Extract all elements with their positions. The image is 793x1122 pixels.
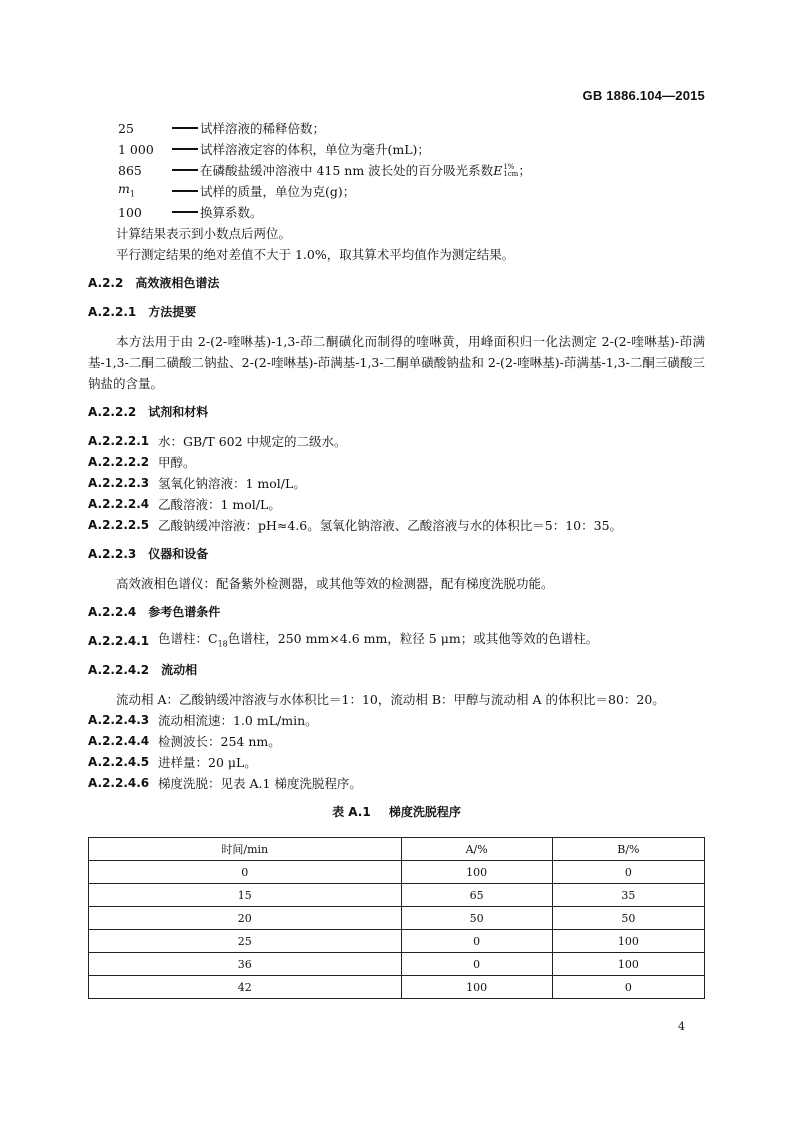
symbol-subscript: 1 — [129, 189, 135, 199]
section-heading — [88, 602, 705, 623]
table-cell: 20 — [89, 907, 402, 930]
header-time: 时间/min — [89, 838, 402, 861]
reagent-clause — [88, 452, 705, 473]
table-cell: 100 — [401, 861, 552, 884]
definition-row — [118, 160, 705, 181]
clause-number: A.2.2.2.3 — [88, 476, 150, 490]
definition-symbol: 1 000 — [118, 142, 154, 157]
table-cell: 0 — [552, 861, 704, 884]
table-cell: 50 — [401, 907, 552, 930]
coefficient-subscript: 1cm — [503, 169, 519, 178]
clause-number: A.2.2.2.4 — [88, 497, 150, 511]
definition-row — [118, 181, 705, 202]
clause-text: 乙酸溶液：1 mol/L。 — [158, 497, 281, 512]
clause-number: A.2.2.4.4 — [88, 734, 150, 748]
column-text-end: 色谱柱，250 mm×4.6 mm，粒径 5 μm；或其他等效的色谱柱。 — [227, 631, 599, 647]
definition-text: 换算系数。 — [200, 205, 263, 220]
section-heading — [88, 402, 705, 423]
column-text-start: 色谱柱：C — [158, 631, 218, 647]
section-number: A.2.2.1 — [88, 305, 137, 319]
section-title: 仪器和设备 — [148, 547, 209, 561]
header-b: B/% — [552, 838, 704, 861]
section-number: A.2.2.4 — [88, 605, 137, 619]
section-number: A.2.2.3 — [88, 547, 137, 561]
definition-text-end: ； — [518, 163, 531, 178]
standard-code: GB 1886.104—2015 — [582, 88, 705, 103]
mobile-phase-paragraph: 流动相 A：乙酸钠缓冲溶液与水体积比＝1：10，流动相 B：甲醇与流动相 A 的体积比＝80：20。 — [116, 692, 665, 707]
definition-text: 试样溶液的稀释倍数； — [200, 121, 326, 136]
condition-clause — [88, 773, 705, 794]
table-row — [89, 976, 705, 999]
table-cell: 100 — [401, 976, 552, 999]
clause-text: 检测波长：254 nm。 — [158, 734, 281, 749]
instrument-paragraph: 高效液相色谱仪：配备紫外检测器，或其他等效的检测器，配有梯度洗脱功能。 — [116, 576, 554, 591]
clause-text: 梯度洗脱：见表 A.1 梯度洗脱程序。 — [158, 776, 362, 791]
table-cell: 65 — [401, 884, 552, 907]
definition-text: 在磷酸盐缓冲溶液中 415 nm 波长处的百分吸光系数 — [200, 163, 494, 178]
clause-number: A.2.2.2.2 — [88, 455, 150, 469]
table-cell: 50 — [552, 907, 704, 930]
column-subscript: 18 — [217, 639, 228, 649]
table-cell: 36 — [89, 953, 402, 976]
definition-row — [118, 202, 705, 223]
definition-symbol — [118, 178, 172, 205]
definition-dash — [172, 127, 198, 129]
section-heading — [88, 302, 705, 323]
definition-symbol: 865 — [118, 163, 142, 178]
clause-text: 水：GB/T 602 中规定的二级水。 — [158, 434, 347, 449]
table-row — [89, 930, 705, 953]
section-number: A.2.2.2 — [88, 405, 137, 419]
clause-number: A.2.2.4.5 — [88, 755, 150, 769]
condition-clause — [88, 731, 705, 752]
section-title: 参考色谱条件 — [148, 605, 221, 619]
reagent-clause — [88, 431, 705, 452]
section-heading — [88, 544, 705, 565]
table-cell: 0 — [552, 976, 704, 999]
clause-number: A.2.2.2.1 — [88, 434, 150, 448]
table-cell: 25 — [89, 930, 402, 953]
table-header-row — [89, 838, 705, 861]
section-number: A.2.2 — [88, 276, 124, 290]
principle-paragraph: 本方法用于由 2-(2-喹啉基)-1,3-茚二酮磺化而制得的喹啉黄，用峰面积归一化法测定 2-(2-喹啉基)-茚满基-1,3-二酮二磺酸二钠盐、2-(2-喹啉基)-茚满基-1,3-二酮单磺酸钠盐和 2-(2-喹啉基)-茚满基-1,3-二酮三磺酸三钠盐的含量。 — [88, 334, 705, 391]
section-title: 试剂和材料 — [148, 405, 209, 419]
table-cell: 0 — [89, 861, 402, 884]
definition-dash — [172, 190, 198, 192]
absorption-coefficient-symbol: E — [493, 163, 503, 178]
table-title: 梯度洗脱程序 — [388, 805, 461, 819]
table-cell: 35 — [552, 884, 704, 907]
symbol-italic: m — [118, 181, 130, 197]
definition-row — [118, 139, 705, 160]
definition-row — [118, 118, 705, 139]
document-body — [88, 118, 705, 999]
clause-number: A.2.2.4.6 — [88, 776, 150, 790]
definition-symbol: 25 — [118, 121, 134, 136]
clause-number: A.2.2.4.3 — [88, 713, 150, 727]
table-row — [89, 907, 705, 930]
table-row — [89, 953, 705, 976]
table-row — [89, 884, 705, 907]
table-row — [89, 861, 705, 884]
condition-clause — [88, 631, 705, 652]
definition-dash — [172, 211, 198, 213]
condition-clause — [88, 752, 705, 773]
section-number: A.2.2.4.2 — [88, 663, 150, 677]
section-title: 流动相 — [161, 663, 198, 677]
table-cell: 0 — [401, 953, 552, 976]
clause-text: 甲醇。 — [158, 455, 196, 470]
table-cell: 15 — [89, 884, 402, 907]
table-cell: 100 — [552, 953, 704, 976]
calc-note: 计算结果表示到小数点后两位。 — [116, 226, 292, 241]
table-caption — [88, 802, 705, 823]
clause-number: A.2.2.4.1 — [88, 634, 150, 648]
reagent-clause — [88, 515, 705, 536]
definition-text: 试样的质量，单位为克(g)； — [200, 184, 356, 199]
condition-clause — [88, 710, 705, 731]
calc-note: 平行测定结果的绝对差值不大于 1.0%，取其算术平均值作为测定结果。 — [116, 247, 515, 262]
clause-text: 进样量：20 μL。 — [158, 755, 257, 770]
reagent-clause — [88, 494, 705, 515]
clause-number: A.2.2.2.5 — [88, 518, 150, 532]
definition-dash — [172, 169, 198, 171]
clause-text: 氢氧化钠溶液：1 mol/L。 — [158, 476, 306, 491]
section-heading — [88, 273, 705, 294]
clause-text — [158, 628, 598, 655]
table-cell: 100 — [552, 930, 704, 953]
table-cell: 0 — [401, 930, 552, 953]
section-title: 方法提要 — [148, 305, 197, 319]
definition-symbol: 100 — [118, 205, 142, 220]
reagent-clause — [88, 473, 705, 494]
table-number: 表 A.1 — [332, 805, 371, 819]
section-heading — [88, 660, 705, 681]
table-cell: 42 — [89, 976, 402, 999]
coefficient-superscript: 1% — [503, 162, 515, 171]
section-title: 高效液相色谱法 — [135, 276, 220, 290]
definition-text: 试样溶液定容的体积，单位为毫升(mL)； — [200, 142, 430, 157]
header-a: A/% — [401, 838, 552, 861]
absorption-coefficient-scripts — [503, 164, 518, 178]
clause-text: 流动相流速：1.0 mL/min。 — [158, 713, 318, 728]
definition-dash — [172, 148, 198, 150]
gradient-elution-table — [88, 837, 705, 999]
page-number: 4 — [678, 1020, 685, 1033]
clause-text: 乙酸钠缓冲溶液：pH≈4.6。氢氧化钠溶液、乙酸溶液与水的体积比＝5：10：35。 — [158, 518, 623, 533]
